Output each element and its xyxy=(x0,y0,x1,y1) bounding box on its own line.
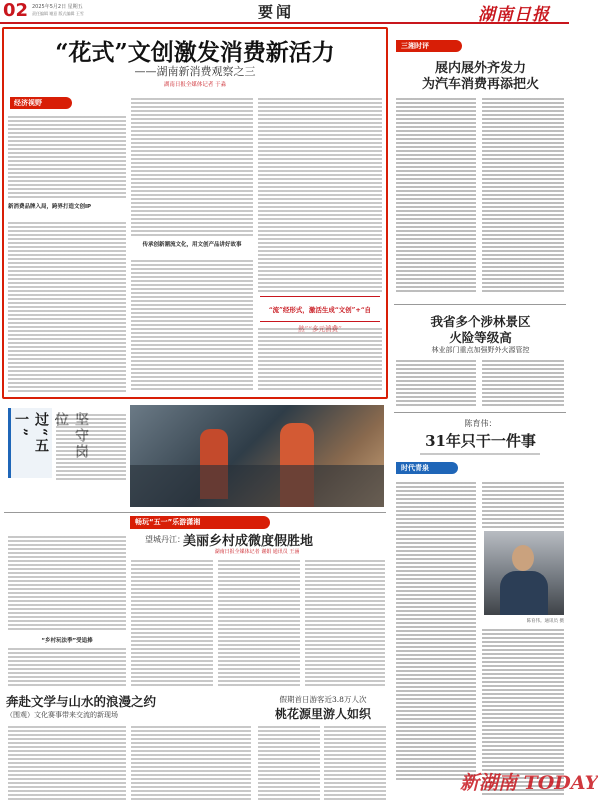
lead-col3-text-b xyxy=(258,326,382,392)
brand-watermark: 新湖南 TODAY xyxy=(460,772,598,794)
commentary-col1 xyxy=(396,96,476,292)
portrait-body xyxy=(500,571,548,615)
holiday-col1-b xyxy=(8,646,126,688)
date-line: 2025年5月2日 星期五 xyxy=(32,4,83,10)
column-tag-commentary-label: 三湘时评 xyxy=(401,42,429,50)
profile-col2-a xyxy=(482,480,564,528)
lead-col2-text-a xyxy=(131,96,253,236)
peach-col2 xyxy=(324,724,386,800)
lead-col1-text-a xyxy=(8,114,126,198)
profile-caption: 陈育伟。通讯员 摄 xyxy=(526,619,564,624)
peach-kicker: 假期首日游客近3.8万人次 xyxy=(279,695,367,704)
column-tag-holiday xyxy=(130,516,270,529)
machine-block xyxy=(130,465,384,507)
village-col2 xyxy=(218,558,300,688)
forest-subtitle: 林业部门重点加强野外火源管控 xyxy=(431,346,530,354)
forest-title-2: 火险等级高 xyxy=(449,330,512,345)
profile-col1-a xyxy=(396,480,476,780)
lead-callout-text: “流”经形式，激活生成“文创”+“自 xyxy=(268,306,372,314)
literature-col2 xyxy=(131,724,251,800)
village-kicker: 望城丹江： xyxy=(145,535,185,544)
lead-article-subtitle: ——湖南新消费观察之三 xyxy=(134,65,256,78)
column-tag-era xyxy=(396,462,458,474)
literature-subtitle: （围观）文化赛事带来交流的新现场 xyxy=(6,711,118,719)
literature-title: 奔赴文学与山水的浪漫之约 xyxy=(6,694,157,709)
lead-article-title: “花式”文创激发消费新活力 xyxy=(55,39,335,66)
lead-subhead-2: 传承创新潮流文化，用文创产品讲好故事 xyxy=(142,242,242,248)
holiday-col1 xyxy=(8,534,126,632)
peach-title: 桃花源里游人如织 xyxy=(274,707,371,721)
forest-title-1: 我省多个涉林景区 xyxy=(430,314,531,329)
lead-col1-text-b xyxy=(8,220,126,392)
portrait-head xyxy=(512,545,534,571)
village-byline: 湖南日报全媒体记者 谢娟 通讯员 王涵 xyxy=(214,549,300,555)
column-tag-economy-label: 经济视野 xyxy=(14,99,42,107)
divider-right-lower xyxy=(394,412,566,413)
commentary-title-2: 为汽车消费再添把火 xyxy=(421,77,539,92)
editor-line: 责任编辑 谢意 版式编辑 王雪 xyxy=(32,11,84,16)
profile-headline: 31年只干一件事 xyxy=(425,432,536,450)
profile-byline-line xyxy=(420,451,540,455)
page-number: 02 xyxy=(3,0,29,21)
holiday-subhead: “乡村玩法季”受追捧 xyxy=(41,638,93,644)
peach-col1 xyxy=(258,724,320,800)
commentary-title-1: 展内展外齐发力 xyxy=(434,61,526,76)
side-vertical-title-text: 过“五一” xyxy=(13,412,49,455)
masthead xyxy=(0,0,569,24)
literature-col1 xyxy=(8,724,126,800)
side-caption-lines xyxy=(56,412,126,482)
column-tag-commentary xyxy=(396,40,462,52)
lead-article-byline: 湖南日报全媒体记者 于淼 xyxy=(163,82,227,88)
divider-right-mid xyxy=(394,304,566,305)
lead-col2-text-b xyxy=(131,258,253,392)
paper-logo: 湖南日报 xyxy=(478,5,550,25)
section-title: 要闻 xyxy=(258,3,295,21)
divider-bottom xyxy=(4,512,386,513)
forest-col2 xyxy=(482,358,564,408)
column-tag-era-label: 时代青泉 xyxy=(401,464,429,472)
village-col3 xyxy=(305,558,385,688)
workers-photo xyxy=(130,405,384,507)
village-title: 美丽乡村成微度假胜地 xyxy=(183,534,314,549)
profile-kicker: 陈育伟： xyxy=(464,419,497,428)
commentary-col2 xyxy=(482,96,564,292)
profile-portrait xyxy=(484,531,564,615)
lead-col3-text-a xyxy=(258,96,382,294)
village-col1 xyxy=(131,558,213,688)
side-vertical-title xyxy=(8,408,52,478)
lead-callout xyxy=(260,296,380,322)
forest-col1 xyxy=(396,358,476,408)
column-tag-holiday-label: 畅玩“五一”乐游潇湘 xyxy=(135,518,201,526)
column-tag-economy xyxy=(10,97,72,109)
lead-subhead-1: 新消费品牌入局，跨界打造文创IP xyxy=(8,204,92,210)
